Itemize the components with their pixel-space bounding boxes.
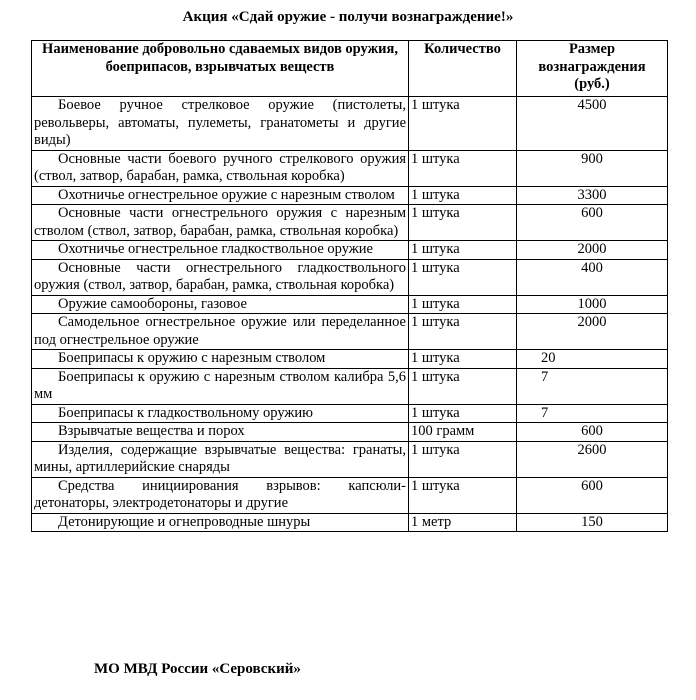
item-quantity: 1 штука <box>409 150 517 186</box>
item-quantity: 1 штука <box>409 295 517 314</box>
item-name: Боеприпасы к оружию с нарезным стволом калибра 5,6 мм <box>32 368 409 404</box>
item-reward: 1000 <box>517 295 668 314</box>
item-quantity: 1 штука <box>409 241 517 260</box>
table-row <box>32 350 668 369</box>
item-name: Боеприпасы к гладкоствольному оружию <box>32 404 409 423</box>
item-quantity: 1 штука <box>409 368 517 404</box>
item-name: Изделия, содержащие взрывчатые вещества: гранаты, мины, артиллерийские снаряды <box>32 441 409 477</box>
document-title: Акция «Сдай оружие - получи вознаграждение!» <box>182 9 514 25</box>
table-row <box>32 314 668 350</box>
item-name: Основные части боевого ручного стрелкового оружия (ствол, затвор, барабан, рамка, ствольная коробка) <box>32 150 409 186</box>
table-row <box>32 368 668 404</box>
item-quantity: 1 метр <box>409 513 517 532</box>
item-name: Самодельное огнестрельное оружие или переделанное под огнестрельное оружие <box>32 314 409 350</box>
table-row <box>32 186 668 205</box>
item-name: Боеприпасы к оружию с нарезным стволом <box>32 350 409 369</box>
item-quantity: 1 штука <box>409 205 517 241</box>
table-row <box>32 513 668 532</box>
item-name: Основные части огнестрельного гладкоствольного оружия (ствол, затвор, барабан, рамка, ствольная коробка) <box>32 259 409 295</box>
item-reward: 150 <box>517 513 668 532</box>
reward-table <box>31 40 668 532</box>
item-name: Взрывчатые вещества и порох <box>32 423 409 442</box>
item-reward: 2600 <box>517 441 668 477</box>
item-quantity: 1 штука <box>409 186 517 205</box>
table-row <box>32 441 668 477</box>
table-row <box>32 404 668 423</box>
item-name: Боевое ручное стрелковое оружие (пистолеты, револьверы, автоматы, пулеметы, гранатометы и другие виды) <box>32 97 409 151</box>
item-reward: 600 <box>517 423 668 442</box>
table-row <box>32 295 668 314</box>
item-reward: 900 <box>517 150 668 186</box>
item-reward: 7 <box>517 368 668 404</box>
item-reward: 7 <box>517 404 668 423</box>
item-reward: 600 <box>517 205 668 241</box>
table-row <box>32 241 668 260</box>
item-reward: 4500 <box>517 97 668 151</box>
table-row <box>32 259 668 295</box>
item-name: Оружие самообороны, газовое <box>32 295 409 314</box>
table-row <box>32 97 668 151</box>
header-reward: Размер вознаграждения (руб.) <box>517 41 668 97</box>
item-quantity: 1 штука <box>409 259 517 295</box>
item-quantity: 1 штука <box>409 350 517 369</box>
item-reward: 600 <box>517 477 668 513</box>
item-reward: 3300 <box>517 186 668 205</box>
item-name: Охотничье огнестрельное оружие с нарезным стволом <box>32 186 409 205</box>
table-header-row <box>32 41 668 97</box>
table-row <box>32 423 668 442</box>
footer-signature: МО МВД России «Серовский» <box>94 661 301 677</box>
item-quantity: 100 грамм <box>409 423 517 442</box>
table-row <box>32 205 668 241</box>
table-row <box>32 477 668 513</box>
table-row <box>32 150 668 186</box>
header-name: Наименование добровольно сдаваемых видов оружия, боеприпасов, взрывчатых веществ <box>32 41 409 97</box>
item-name: Охотничье огнестрельное гладкоствольное оружие <box>32 241 409 260</box>
item-reward: 2000 <box>517 314 668 350</box>
item-name: Основные части огнестрельного оружия с нарезным стволом (ствол, затвор, барабан, рамка, ствольная коробка) <box>32 205 409 241</box>
item-quantity: 1 штука <box>409 441 517 477</box>
header-quantity: Количество <box>409 41 517 97</box>
item-name: Детонирующие и огнепроводные шнуры <box>32 513 409 532</box>
item-reward: 20 <box>517 350 668 369</box>
item-quantity: 1 штука <box>409 97 517 151</box>
item-quantity: 1 штука <box>409 314 517 350</box>
item-quantity: 1 штука <box>409 404 517 423</box>
item-reward: 400 <box>517 259 668 295</box>
item-name: Средства инициирования взрывов: капсюли-детонаторы, электродетонаторы и другие <box>32 477 409 513</box>
item-reward: 2000 <box>517 241 668 260</box>
item-quantity: 1 штука <box>409 477 517 513</box>
